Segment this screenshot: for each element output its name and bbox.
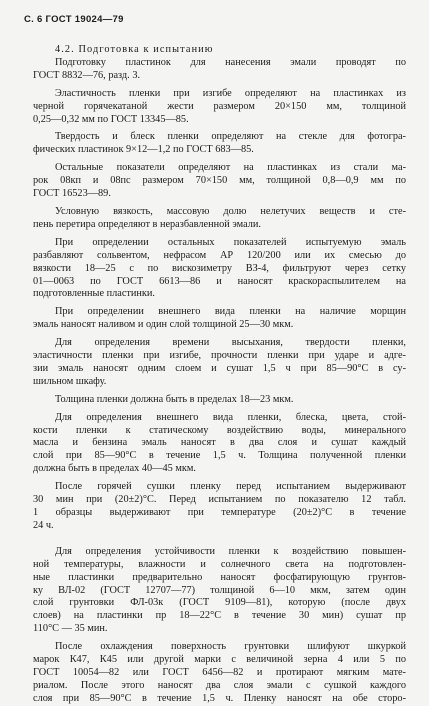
text-line: 0,25—0,32 мм по ГОСТ 13345—85.: [33, 113, 189, 125]
text-line: После охлаждения поверхность грунтовки шлифуют шкуркой: [55, 641, 406, 653]
text-line: 1 образцы выдерживают при температуре (20±2)°С в течение: [33, 507, 406, 518]
text-line: слоя при 85—90°С в течение 1,5 ч. Пленку наносят на обе сторо-: [33, 692, 406, 704]
text-line: 30 мин при (20±2)°С. Перед испытанием по показателю 12 табл.: [33, 494, 406, 506]
text-line: подготовленные пластинки.: [33, 288, 156, 300]
text-line: марок К47, К45 или другой марки с величиной зерна 4 или 5 по: [33, 654, 406, 666]
page-header: С. 6 ГОСТ 19024—79: [24, 14, 124, 25]
text-line: Подготовку пластинок для нанесения эмали проводят по: [55, 56, 406, 68]
text-line: эмаль наносят наливом и один слой толщиной 25—30 мкм.: [33, 319, 294, 331]
text-line: Эластичность пленки при изгибе определяют на пластинках из: [55, 87, 406, 99]
text-line: При определении внешнего вида пленки на наличие морщин: [55, 306, 406, 318]
text-line: должна быть в пределах 40—45 мкм.: [33, 463, 196, 475]
text-line: 110°С — 35 мин.: [33, 623, 108, 635]
text-line: масла и бензина эмаль наносят в два слоя и сушат каждый: [33, 437, 406, 449]
text-line: риалом. После этого наносят два слоя эмали с сушкой каждого: [33, 679, 406, 691]
text-line: ГОСТ 10054—82 или ГОСТ 6456—82 и протирают мягким мате-: [33, 666, 406, 678]
text-line: Для определения устойчивости пленки к воздействию повышен-: [55, 545, 406, 557]
text-line: Для определения времени высыхания, твердости пленки,: [55, 337, 406, 349]
text-line: 24 ч.: [33, 519, 54, 531]
text-line: разбавляют сольвентом, нефрасом АР 120/200 или их смесью до: [33, 249, 406, 261]
text-line: вязкости 18—25 с по вискозиметру ВЗ-4, фильтруют через сетку: [33, 262, 406, 274]
text-line: При определении остальных показателей испытуемую эмаль: [55, 236, 406, 248]
text-line: ГОСТ 16523—89.: [33, 188, 111, 200]
text-line: ГОСТ 8832—76, разд. 3.: [33, 69, 141, 81]
text-line: ные пластинки предварительно наносят фосфатирующую грунтов-: [33, 571, 406, 583]
text-line: После горячей сушки пленку перед испытанием выдерживают: [55, 481, 406, 493]
text-line: зии эмаль наносят одним слоем и сушат 1,5 ч при 85—90°С в су-: [33, 362, 406, 374]
text-line: Остальные показатели определяют на пластинках из стали ма-: [55, 162, 406, 174]
text-line: Толщина пленки должна быть в пределах 18—23 мкм.: [55, 393, 294, 405]
text-line: фических пластинок 9×12—1,2 по ГОСТ 683—85.: [33, 144, 254, 156]
text-line: эластичности пленки при изгибе, прочности пленки при ударе и адге-: [33, 350, 406, 362]
text-line: шильном шкафу.: [33, 375, 107, 387]
text-line: кости пленки к статическому воздействию воды, минерального: [33, 424, 406, 436]
text-line: черной горячекатаной жести размером 20×150 мм, толщиной: [33, 100, 406, 112]
text-line: 01—0063 по ГОСТ 6613—86 и наносят краскораспылителем на: [33, 275, 406, 287]
text-line: слой при 85—90°С в течение 1,5 ч. Толщина полученной пленки: [33, 450, 406, 462]
section-title: 4.2. Подготовка к испытанию: [55, 44, 214, 55]
text-line: Твердость и блеск пленки определяют на стекле для фотогра-: [55, 131, 406, 143]
text-line: пень перетира определяют в неразбавленной эмали.: [33, 218, 261, 230]
page-body: [33, 44, 406, 706]
text-line: слоев) на пластинки пр 18—22°С в течение 30 мин) сушат пр: [33, 610, 406, 622]
text-line: слой грунтовки ФЛ-03к (ГОСТ 9109—81), которую (после двух: [33, 597, 406, 609]
text-line: Для определения внешнего вида пленки, блеска, цвета, стой-: [55, 411, 406, 423]
text-line: рок 08кп и 08пс размером 70×150 мм, толщиной 0,8—0,9 мм по: [33, 175, 406, 187]
text-line: Условную вязкость, массовую долю нелетучих веществ и сте-: [55, 205, 406, 217]
text-line: ной температуры, влажности и солнечного света на подготовлен-: [33, 558, 406, 570]
text-line: ку ВЛ-02 (ГОСТ 12707—77) толщиной 6—10 мкм, затем один: [33, 584, 406, 596]
